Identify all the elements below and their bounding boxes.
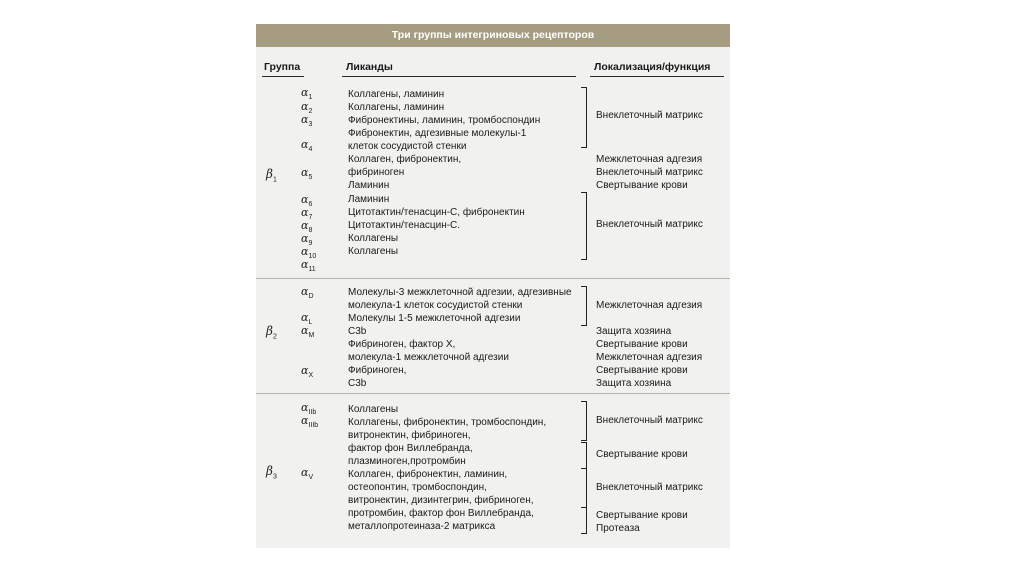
alpha-label: $\alpha_{10}$ <box>301 245 317 261</box>
ligand-text: молекула-1 межклеточной адгезии <box>348 352 509 363</box>
ligand-text: Молекулы-3 межклеточной адгезии, адгезивные <box>348 287 572 298</box>
ligand-text: Ламинин <box>348 194 390 205</box>
header-ligands: Ликанды <box>346 61 393 73</box>
bracket <box>581 192 587 260</box>
ligand-text: Фибриноген, <box>348 365 407 376</box>
ligand-text: Коллаген, фибронектин, ламинин, <box>348 469 508 480</box>
ligand-text: Фибронектин, адгезивные молекулы-1 <box>348 128 527 139</box>
ligand-text: Коллагены <box>348 246 399 257</box>
function-text: Внеклеточный матрикс <box>596 167 703 178</box>
function-text: Свертывание крови <box>596 365 688 376</box>
bracket <box>581 507 587 534</box>
beta-1-label: $\beta_1$ <box>266 167 277 184</box>
alpha-label: $\alpha_V$ <box>301 466 314 482</box>
ligand-text: Цитотактин/тенасцин-С, фибронектин <box>348 207 525 218</box>
ligand-text: плазминоген,протромбин <box>348 456 466 467</box>
bracket <box>581 442 587 469</box>
alpha-label: $\alpha_4$ <box>301 138 313 154</box>
function-text: Межклеточная адгезия <box>596 300 703 311</box>
integrin-table-card <box>256 24 730 548</box>
ligand-text: Фибронектины, ламинин, тромбоспондин <box>348 115 541 126</box>
alpha-label: $\alpha_7$ <box>301 206 313 222</box>
function-text: Внеклеточный матрикс <box>596 415 703 426</box>
alpha-label: $\alpha_5$ <box>301 166 313 182</box>
alpha-label: $\alpha_8$ <box>301 219 313 235</box>
beta-3-label: $\beta_3$ <box>266 464 277 481</box>
alpha-label: $\alpha_L$ <box>301 311 313 327</box>
header-underline-group <box>262 76 304 77</box>
ligand-text: Коллагены, ламинин <box>348 89 445 100</box>
ligand-text: Молекулы 1-5 межклеточной адгезии <box>348 313 521 324</box>
ligand-text: Ламинин <box>348 180 390 191</box>
function-text: Свертывание крови <box>596 180 688 191</box>
ligand-text: витронектин, фибриноген, <box>348 430 471 441</box>
ligand-text: металлопротеиназа-2 матрикса <box>348 521 496 532</box>
ligand-text: протромбин, фактор фон Виллебранда, <box>348 508 534 519</box>
header-underline-ligands <box>342 76 576 77</box>
function-text: Свертывание крови <box>596 449 688 460</box>
alpha-label: $\alpha_{IIIb}$ <box>301 414 319 430</box>
ligand-text: C3b <box>348 378 367 389</box>
ligand-text: Коллагены <box>348 233 399 244</box>
alpha-label: $\alpha_3$ <box>301 113 313 129</box>
function-text: Протеаза <box>596 523 640 534</box>
alpha-label: $\alpha_D$ <box>301 285 314 301</box>
ligand-text: молекула-1 клеток сосудистой стенки <box>348 300 523 311</box>
bracket <box>581 468 587 508</box>
function-text: Внеклеточный матрикс <box>596 110 703 121</box>
ligand-text: Цитотактин/тенасцин-С. <box>348 220 461 231</box>
alpha-label: $\alpha_{IIb}$ <box>301 401 317 417</box>
ligand-text: Коллагены, ламинин <box>348 102 445 113</box>
alpha-label: $\alpha_X$ <box>301 364 314 380</box>
function-text: Межклеточная адгезия <box>596 352 703 363</box>
function-text: Защита хозяина <box>596 326 672 337</box>
ligand-text: Фибриноген, фактор X, <box>348 339 456 350</box>
group-separator <box>256 393 730 394</box>
ligand-text: остеопонтин, тромбоспондин, <box>348 482 487 493</box>
bracket <box>581 286 587 326</box>
ligand-text: фибриноген <box>348 167 405 178</box>
ligand-text: Коллагены, фибронектин, тромбоспондин, <box>348 417 547 428</box>
header-group: Группа <box>264 61 301 73</box>
ligand-text: витронектин, дизинтегрин, фибриноген, <box>348 495 534 506</box>
ligand-text: Коллагены <box>348 404 399 415</box>
bracket <box>581 87 587 148</box>
alpha-label: $\alpha_{11}$ <box>301 258 316 274</box>
beta-2-label: $\beta_2$ <box>266 324 277 341</box>
alpha-label: $\alpha_1$ <box>301 86 313 102</box>
ligand-text: фактор фон Виллебранда, <box>348 443 473 454</box>
alpha-label: $\alpha_9$ <box>301 232 313 248</box>
table-title: Три группы интегриновых рецепторов <box>256 24 730 47</box>
function-text: Свертывание крови <box>596 339 688 350</box>
ligand-text: клеток сосудистой стенки <box>348 141 467 152</box>
alpha-label: $\alpha_6$ <box>301 193 313 209</box>
alpha-label: $\alpha_2$ <box>301 100 313 116</box>
bracket <box>581 401 587 441</box>
function-text: Внеклеточный матрикс <box>596 219 703 230</box>
function-text: Защита хозяина <box>596 378 672 389</box>
header-underline-localization <box>590 76 724 77</box>
function-text: Внеклеточный матрикс <box>596 482 703 493</box>
ligand-text: Коллаген, фибронектин, <box>348 154 462 165</box>
function-text: Свертывание крови <box>596 510 688 521</box>
function-text: Межклеточная адгезия <box>596 154 703 165</box>
header-localization: Локализация/функция <box>594 61 711 73</box>
ligand-text: C3b <box>348 326 367 337</box>
group-separator <box>256 278 730 279</box>
alpha-label: $\alpha_M$ <box>301 324 315 340</box>
